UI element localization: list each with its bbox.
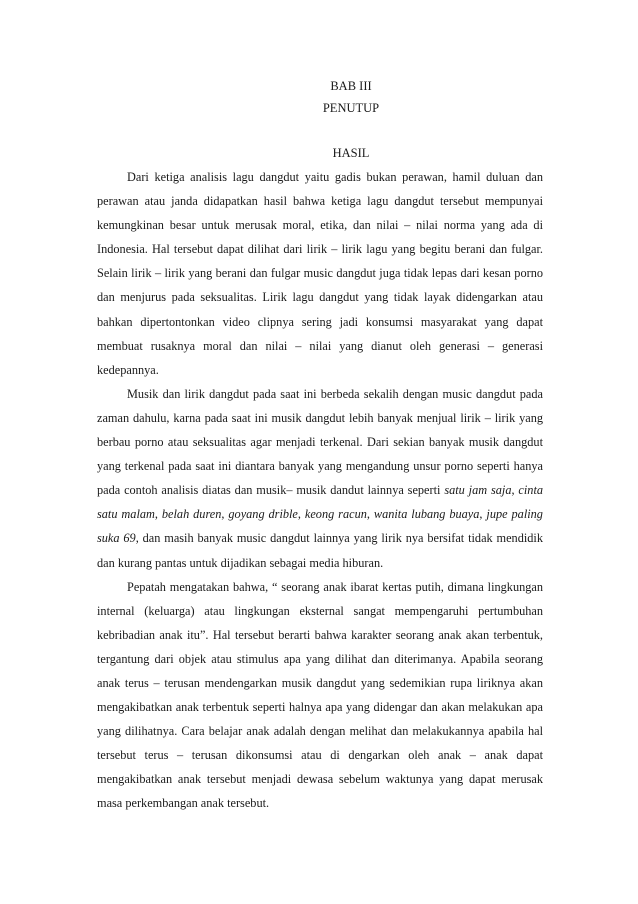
- text-segment: Dari ketiga analisis lagu dangdut yaitu gadis bukan perawan, hamil duluan dan perawan atau janda didapatkan hasil bahwa ketiga lagu dangdut tersebut mempunyai kemungkinan besar untuk merusak moral, etika, dan nilai – nilai norma yang ada di Indonesia. Hal tersebut dapat dilihat dari lirik – lirik lagu yang begitu berani dan fulgar. Selain lirik – lirik yang berani dan fulgar music dangdut juga tidak lepas dari kesan porno dan menjurus pada seksualitas. Lirik lagu dangdut yang tidak layak didengarkan atau bahkan dipertontonkan video clipnya sering jadi konsumsi masyarakat yang dapat membuat rusaknya moral dan nilai – nilai yang dianut oleh generasi – generasi kedepannya.: [97, 170, 543, 377]
- paragraph-1: [97, 165, 543, 382]
- body-text: [97, 165, 543, 816]
- chapter-number: BAB III: [330, 79, 372, 93]
- chapter-title: PENUTUP: [322, 101, 380, 115]
- song-title: wanita lubang buaya: [373, 507, 480, 522]
- text-segment: ,: [511, 483, 519, 498]
- song-title: cinta satu malam: [97, 483, 544, 522]
- paragraph-2: [97, 382, 543, 575]
- text-segment: ,: [479, 507, 487, 522]
- text-segment: ,: [154, 507, 162, 522]
- paragraph-3: [97, 575, 543, 816]
- section-title: HASIL: [332, 146, 370, 160]
- song-title: goyang drible: [228, 507, 298, 522]
- text-segment: Pepatah mengatakan bahwa, “ seorang anak ibarat kertas putih, dimana lingkungan internal (keluarga) atau lingkungan eksternal sangat mempengaruhi pertumbuhan kebribadian anak itu”. Hal tersebut berarti bahwa karakter seorang anak akan terbentuk, tergantung dari objek atau stimulus apa yang dilihat dan diterimanya. Apabila seorang anak terus – terusan mendengarkan musik dangdut yang sedemikian rupa liriknya akan mengakibatkan anak terbentuk seperti halnya apa yang didengar dan akan melakukan apa yang dilihatnya. Cara belajar anak adalah dengan melihat dan melakukannya apabila hal tersebut terus – terusan dikonsumsi atau di dengarkan oleh anak – anak dapat mengakibatkan anak tersebut menjadi dewasa sebelum waktunya yang dapat merusak masa perkembangan anak tersebut.: [97, 579, 543, 811]
- song-title: belah duren: [161, 507, 222, 522]
- song-title: jupe paling suka 69: [97, 507, 543, 546]
- text-segment: ,: [221, 507, 229, 522]
- song-title: satu jam saja: [444, 483, 512, 498]
- document-page: [97, 76, 543, 816]
- text-segment: Musik dan lirik dangdut pada saat ini berbeda sekalih dengan music dangdut pada zaman dahulu, karna pada saat ini musik dangdut lebih banyak menjual lirik – lirik yang berbau porno atau seksualitas agar menjadi terkenal. Dari sekian banyak musik dangdut yang terkenal pada saat ini diantara banyak yang mengandung unsur porno seperti hanya pada contoh analisis diatas dan musik– musik dandut lainnya seperti: [97, 386, 543, 498]
- text-segment: ,: [366, 507, 374, 522]
- text-segment: , dan masih banyak music dangdut lainnya yang lirik nya bersifat tidak mendidik dan kurang pantas untuk dijadikan sebagai media hiburan.: [97, 531, 543, 570]
- text-segment: ,: [297, 507, 305, 522]
- song-title: keong racun: [304, 507, 367, 522]
